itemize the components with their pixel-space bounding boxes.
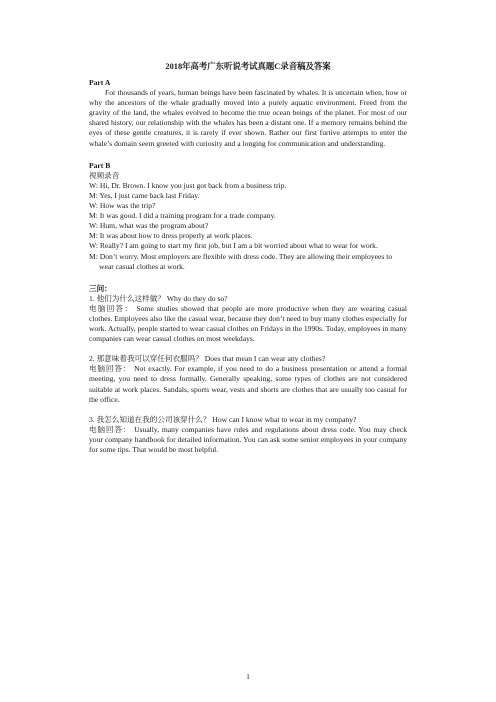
dialogue-line: M: It was about how to dress properly at work places. (89, 231, 253, 241)
document-body (89, 78, 407, 455)
part-b-subheading: 视频录音 (89, 170, 120, 180)
part-a-heading: Part A (89, 78, 111, 87)
page-number: 1 (246, 672, 250, 681)
question-text: 3. 我怎么知道在我的公司该穿什么？ How can I know what to wear in my company? (89, 414, 357, 424)
part-a-text: For thousands of years, human beings have been fascinated by whales. It is uncertain when, how or why the ancestors of the whale gradually moved into a purely aquatic environment. Freed from the gravity of the land, the whales evolved to become the true ocean beings of the planet. For most of our shared history, our relationship with the whales has been a distant one. If a memory remains behind the eyes of these gentle creatures, it is rarely if ever shown. Rather our first furtive attempts to enter the whale’s domain seem greeted with curiosity and a longing for communication and understanding. (89, 88, 407, 148)
answer-text: 电脑回答： Not exactly. For example, if you need to do a business presentation or attend a formal meeting, you need to dress formally. Generally speaking, some types of clothes are not considered suitable at work places. Sandals, sports wear, vests and shorts are clothes that are usually too casual for the office. (89, 364, 407, 404)
dialogue-line: M: Yes, I just came back last Friday. (89, 190, 200, 200)
question-text: 2. 那意味着我可以穿任何衣服吗？ Does that mean I can wear any clothes? (89, 354, 326, 364)
dialogue-line: W: Really? I am going to start my first job, but I am a bit worried about what to wear for work. (89, 241, 378, 251)
answer-text: 电脑回答： Usually, many companies have rules and regulations about dress code. You may check your company handbook for detailed information. You can ask some senior employees in your company for some tips. That would be most helpful. (89, 424, 407, 454)
dialogue-line: W: Hi, Dr. Brown. I know you just got back from a business trip. (89, 180, 287, 190)
dialogue-line: W: Hum, what was the program about? (89, 221, 209, 231)
answer-text: 电脑回答： Some studies showed that people are more productive when they are wearing casual clothes. Employees also like the casual wear, because they don’t need to buy many clothes especially for work. Actually, people started to wear casual clothes on Fridays in the 1990s. Today, employees in many companies can wear casual clothes on most weekdays. (89, 303, 407, 344)
dialogue-line: M: Don’t worry. Most employers are flexible with dress code. They are allowing their employees to wear casual clothes at work. (89, 251, 393, 271)
document-title: 2018年高考广东听说考试真题C录音稿及答案 (165, 62, 331, 71)
dialogue-line: M: It was good. I did a training program for a trade company. (89, 211, 276, 221)
part-b-heading: Part B (89, 160, 111, 170)
question-text: 1. 他们为什么这样做？ Why do they do so? (89, 293, 228, 303)
questions-heading: 三问： (89, 283, 112, 293)
dialogue-line: W: How was the trip? (89, 201, 156, 211)
